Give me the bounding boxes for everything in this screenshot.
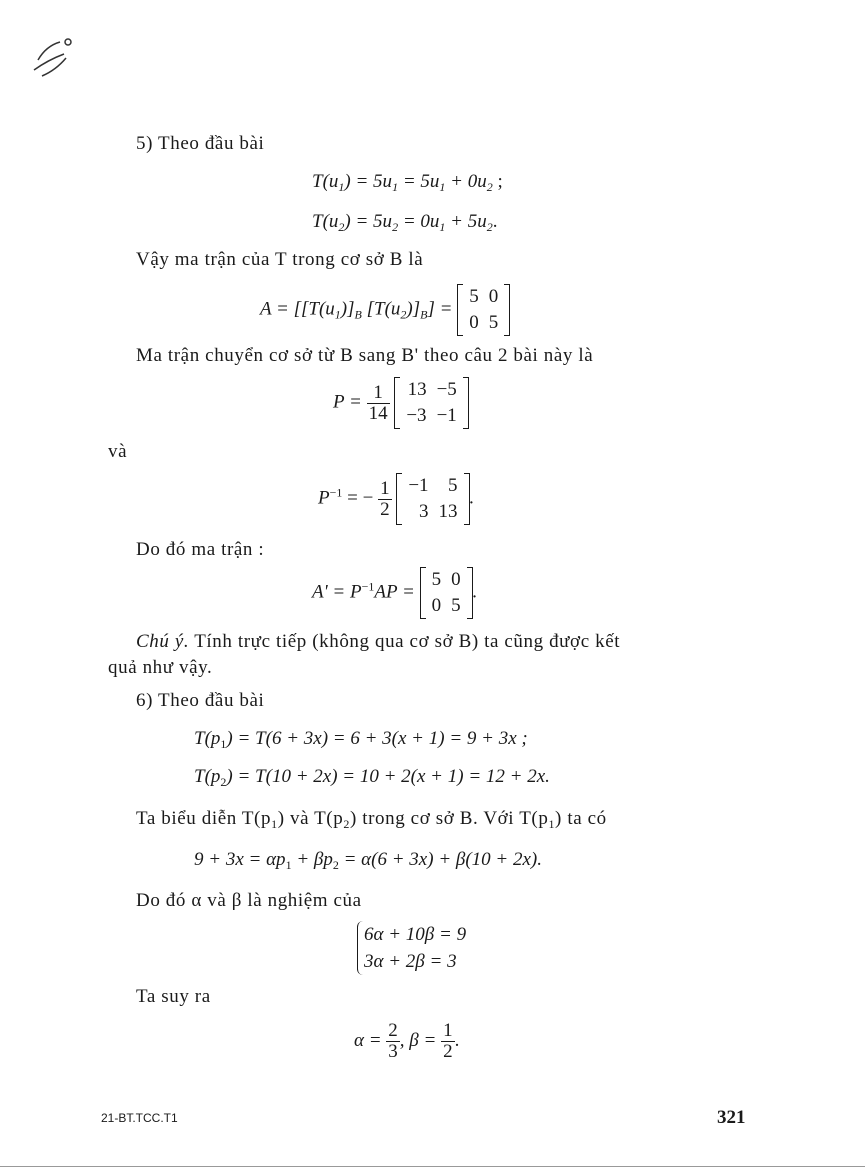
page-number: 321 [717, 1107, 746, 1128]
note-line-2: quả như vậy. [108, 657, 213, 678]
fraction-1-2-beta: $\frac{1}{2}$ [443, 1020, 453, 1062]
item5-transition-intro: Ma trận chuyển cơ sở từ B sang B' theo câu 2 bài này là [136, 345, 594, 366]
item6-eq1: $T(p_1) = T(6 + 3x) = 6 + 3(x + 1) = 9 + 3x$ ; [194, 728, 528, 751]
item5-hence-intro: Do đó ma trận : [136, 539, 265, 560]
note-line-1: Chú ý. Tính trực tiếp (không qua cơ sở B) ta cũng được kết [136, 631, 621, 652]
item5-P-definition: P = $\frac{1}{14}$ 13 −5 −3 −1 [333, 377, 469, 429]
and-word: và [108, 441, 128, 462]
linear-system [357, 921, 466, 975]
item6-combination: $9 + 3x = \alpha p_1 + \beta p_2 = \alpha(6 + 3x) + \beta(10 + 2x)$. [194, 849, 543, 872]
item6-solution-intro: Do đó α và β là nghiệm của [136, 890, 362, 911]
system-eq-1: 6α + 10β = 9 [364, 924, 467, 945]
fraction-1-14: $\frac{1}{14}$ [368, 381, 388, 424]
matrix-A-prime: 5 0 0 5 [420, 567, 473, 619]
item5-Aprime-definition: $A' = P^{-1}AP$ = 5 0 0 5 . [312, 567, 477, 619]
item6-eq2: $T(p_2) = T(10 + 2x) = 10 + 2(x + 1) = 12 + 2x$. [194, 766, 550, 789]
item5-eq1: $T(u_1) = 5u_1 = 5u_1 + 0u_2$ ; [312, 171, 503, 194]
item6-result: α = $\frac{2}{3}$ , β = $\frac{1}{2}$ . [354, 1020, 460, 1062]
matrix-P: 13 −5 −3 −1 [394, 377, 468, 429]
footer-code: 21-BT.TCC.T1 [101, 1111, 178, 1125]
item5-heading: 5) Theo đầu bài [136, 133, 265, 154]
fraction-2-3: $\frac{2}{3}$ [388, 1020, 398, 1062]
item5-matrix-intro: Vậy ma trận của T trong cơ sở B là [136, 249, 424, 270]
item5-Pinv-definition: $P^{-1}$ = − $\frac{1}{2}$ −1 5 3 13 . [318, 473, 474, 525]
matrix-P-inverse: −1 5 3 13 [396, 473, 469, 525]
item6-deduce: Ta suy ra [136, 986, 211, 1007]
note-label: Chú ý. [136, 631, 190, 652]
item6-represent: Ta biểu diễn $T(p_1)$ và $T(p_2)$ trong cơ sở B. Với $T(p_1)$ ta có [136, 808, 607, 831]
item6-heading: 6) Theo đầu bài [136, 690, 265, 711]
item5-A-definition: $A = [[T(u_1)]_B$ $[T(u_2)]_B$] = 5 0 0 5 [260, 284, 510, 336]
library-stamp-mark [28, 30, 82, 80]
item5-eq2: $T(u_2) = 5u_2 = 0u_1 + 5u_2$. [312, 211, 498, 234]
fraction-1-2: $\frac{1}{2}$ [380, 477, 390, 520]
matrix-A: 5 0 0 5 [457, 284, 510, 336]
system-eq-2: 3α + 2β = 3 [364, 951, 457, 972]
bottom-rule [0, 1166, 865, 1167]
